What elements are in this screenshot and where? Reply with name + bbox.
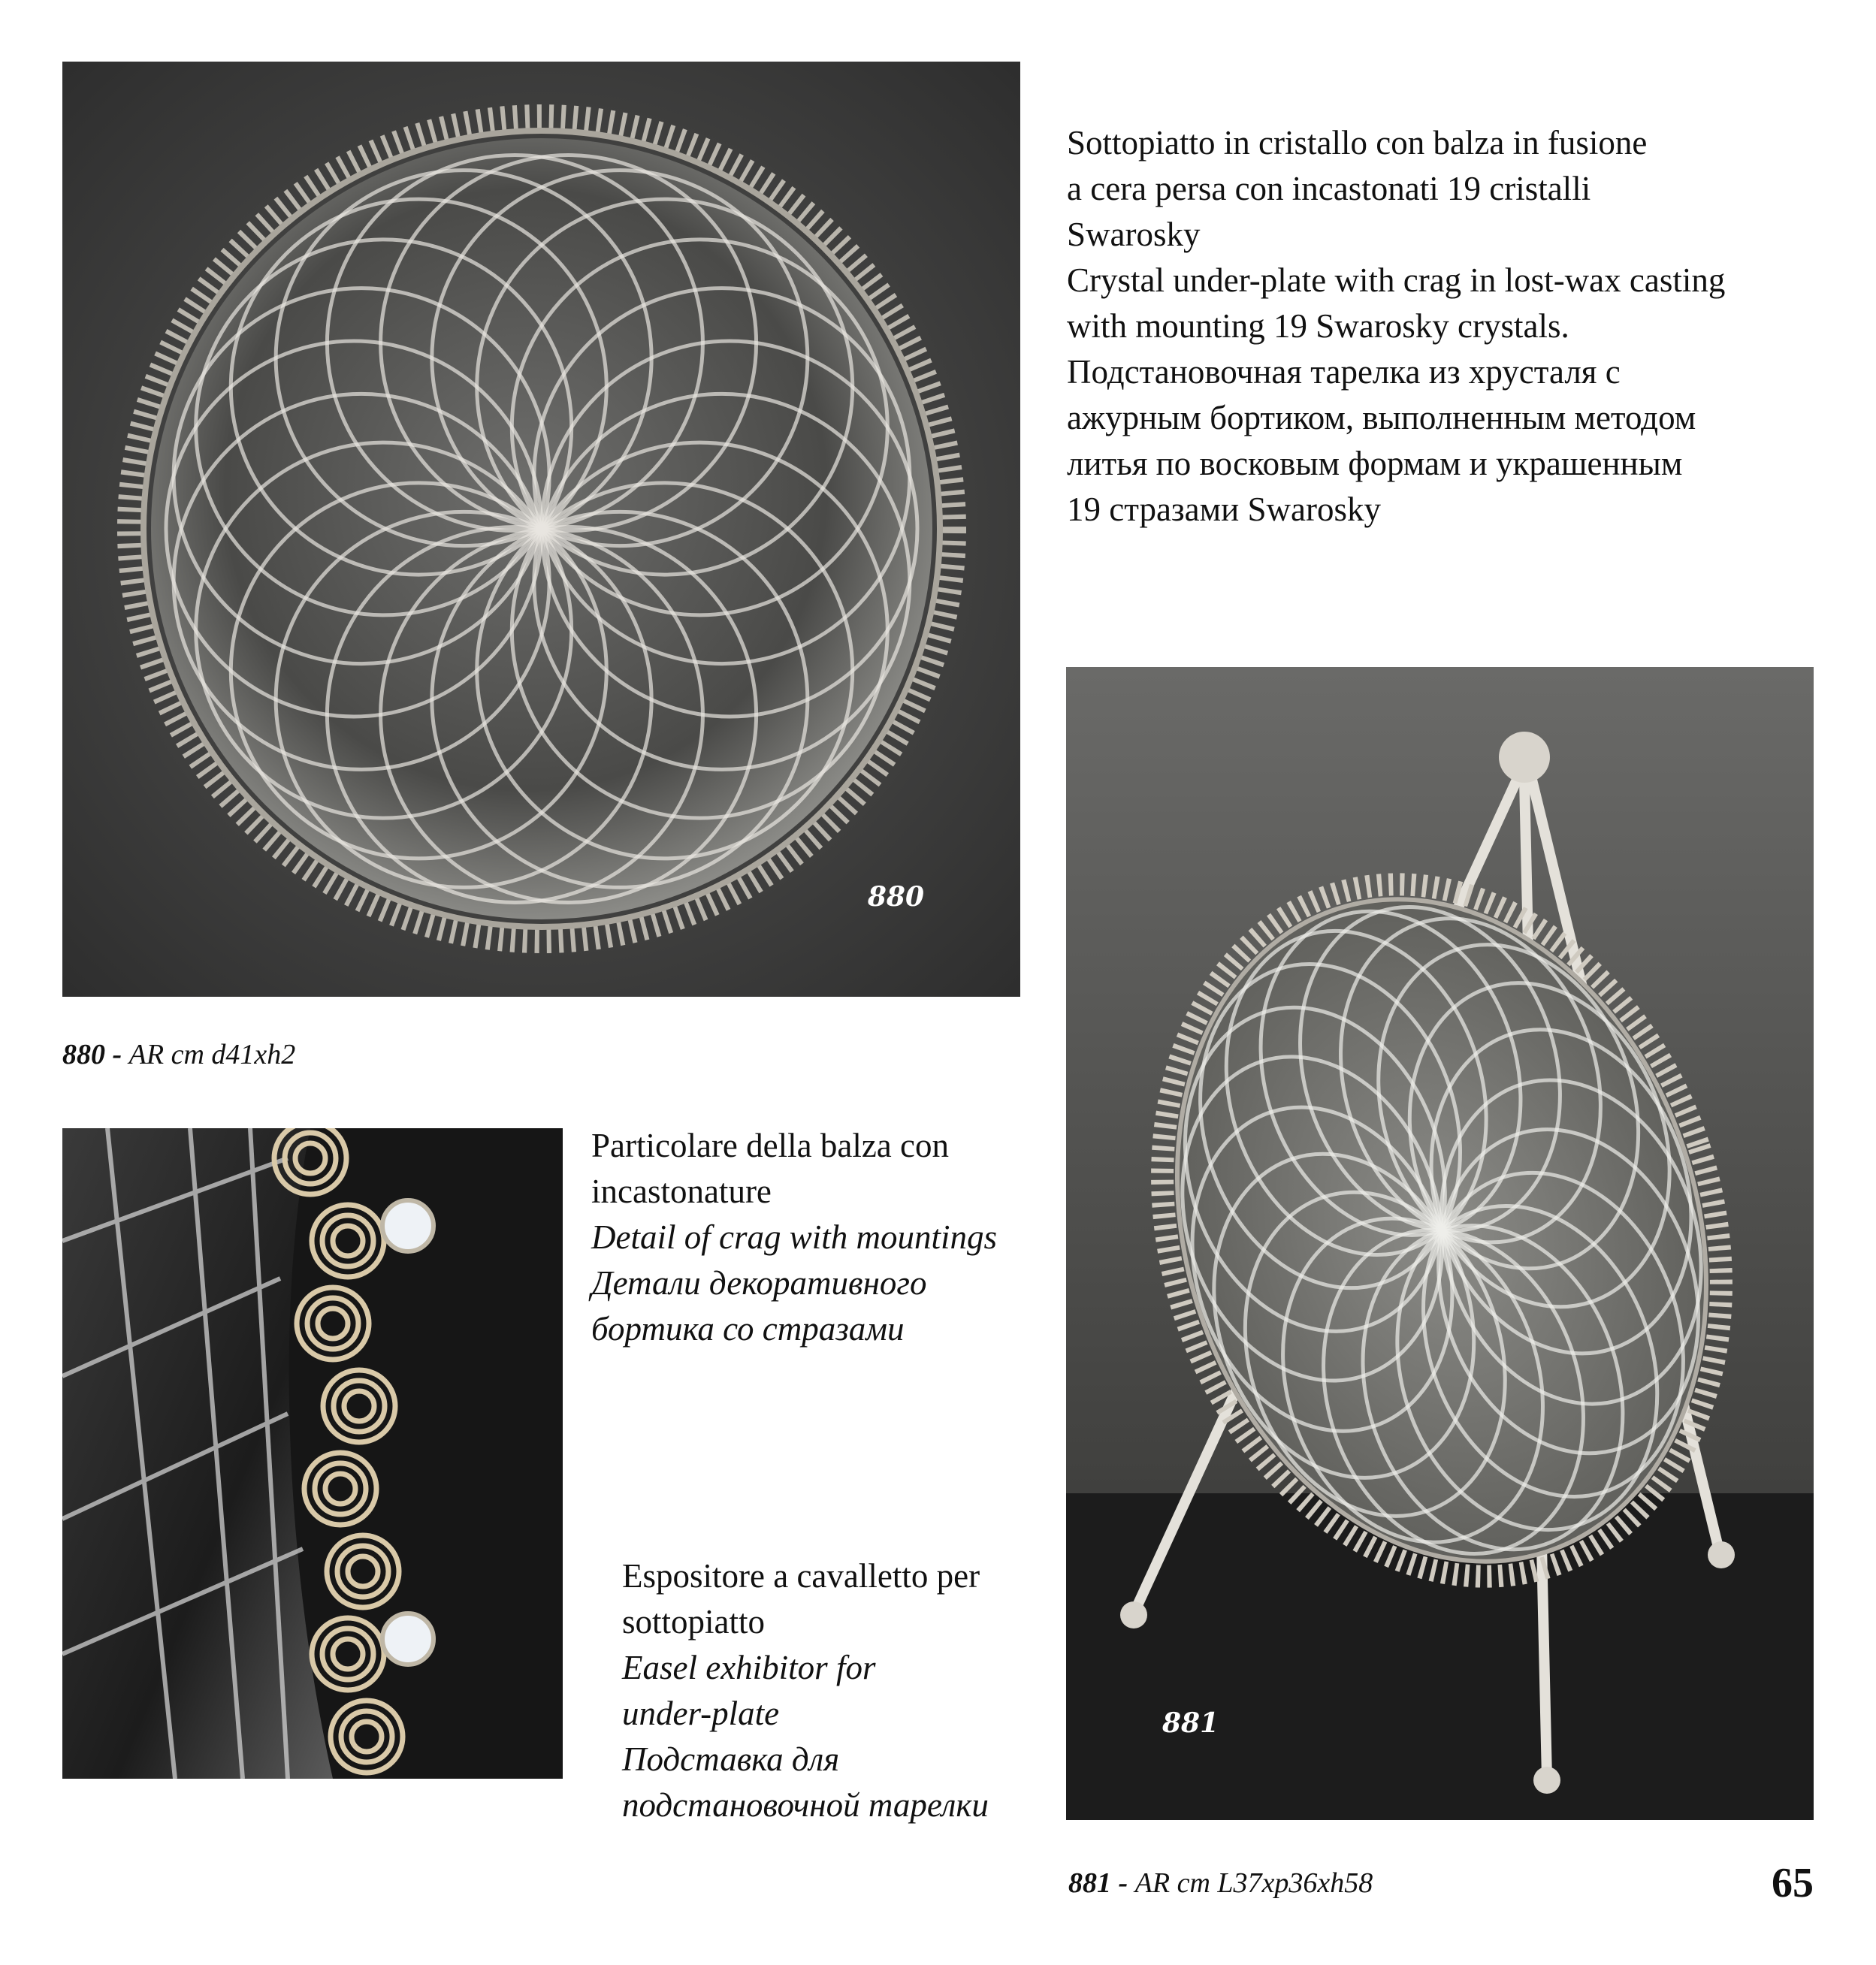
description-line: Swarosky <box>1067 216 1201 253</box>
description-line: with mounting 19 Swarosky crystals. <box>1067 307 1569 345</box>
description-line-italic: подстановочной тарелки <box>622 1786 989 1824</box>
description-line: incastonature <box>591 1173 772 1210</box>
description-line-italic: Детали декоративного <box>591 1264 927 1302</box>
description-line-italic: Easel exhibitor for <box>622 1649 876 1686</box>
description-line: Подстановочная тарелка из хрусталя с <box>1067 353 1621 391</box>
description-line-italic: Detail of crag with mountings <box>591 1218 997 1256</box>
description-line: Particolare della balza con <box>591 1127 949 1164</box>
swarovski-crystal <box>382 1613 434 1665</box>
description-line: a cera persa con incastonati 19 cristalli <box>1067 170 1591 207</box>
description-line: ажурным бортиком, выполненным методом <box>1067 399 1696 436</box>
rim-detail-image <box>62 1128 563 1779</box>
page-number: 65 <box>1772 1860 1814 1906</box>
caption-881 <box>1068 1867 1373 1900</box>
caption-code-880: 880 - <box>62 1039 122 1070</box>
description-line: литья по восковым формам и украшенным <box>1067 445 1683 482</box>
description-881 <box>622 1553 1058 1828</box>
description-line: Sottopiatto in cristallo con balza in fusione <box>1067 124 1648 161</box>
product-photo-881 <box>1066 667 1814 1820</box>
caption-spec-880: AR cm d41xh2 <box>128 1039 296 1070</box>
caption-spec-881: AR cm L37xp36xh58 <box>1134 1867 1373 1899</box>
description-line-italic: бортика со стразами <box>591 1310 905 1348</box>
description-line-italic: under-plate <box>622 1695 780 1732</box>
image-number-881: 881 <box>1162 1707 1219 1739</box>
description-line: 19 стразами Swarosky <box>1067 490 1381 528</box>
product-photo-detail <box>62 1128 563 1779</box>
swarovski-crystal <box>382 1200 434 1251</box>
easel-image-881 <box>1066 667 1814 1820</box>
product-photo-880 <box>62 62 1020 997</box>
plate-image-880 <box>62 62 1020 997</box>
description-detail <box>591 1123 1042 1352</box>
description-line: Espositore a cavalletto per <box>622 1557 980 1595</box>
description-line: Crystal under-plate with crag in lost-wax casting <box>1067 261 1726 299</box>
description-line: sottopiatto <box>622 1603 765 1641</box>
caption-code-881: 881 - <box>1068 1867 1128 1899</box>
image-number-880: 880 <box>867 881 924 913</box>
caption-880 <box>62 1038 295 1071</box>
description-880 <box>1067 120 1818 533</box>
description-line-italic: Подставка для <box>622 1740 840 1778</box>
